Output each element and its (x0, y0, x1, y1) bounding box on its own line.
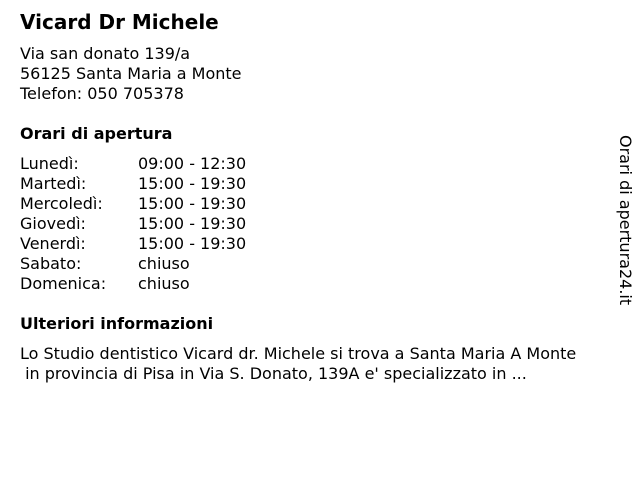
site-watermark: Orari di apertura24.it (616, 135, 635, 306)
city-address: 56125 Santa Maria a Monte (20, 64, 242, 83)
phone-number: Telefon: 050 705378 (20, 84, 184, 103)
day-label: Martedì: (20, 174, 87, 193)
hours-row-friday (20, 234, 246, 254)
hours-row-sunday (20, 274, 246, 294)
time-value: 15:00 - 19:30 (138, 194, 247, 213)
more-info-heading: Ulteriori informazioni (20, 314, 214, 333)
day-label: Venerdì: (20, 234, 86, 253)
business-address (20, 44, 242, 104)
day-label: Domenica: (20, 274, 107, 293)
hours-row-thursday (20, 214, 246, 234)
time-value: chiuso (138, 254, 190, 273)
time-value: 15:00 - 19:30 (138, 214, 247, 233)
business-name: Vicard Dr Michele (20, 10, 219, 34)
opening-hours-heading: Orari di apertura (20, 124, 173, 143)
business-description (20, 344, 630, 384)
time-value: chiuso (138, 274, 190, 293)
description-line: in provincia di Pisa in Via S. Donato, 139A e' specializzato in ... (20, 364, 527, 383)
time-value: 09:00 - 12:30 (138, 154, 247, 173)
time-value: 15:00 - 19:30 (138, 234, 247, 253)
hours-row-wednesday (20, 194, 246, 214)
day-label: Sabato: (20, 254, 82, 273)
day-label: Lunedì: (20, 154, 79, 173)
hours-row-tuesday (20, 174, 246, 194)
opening-hours-table (20, 154, 246, 294)
hours-row-saturday (20, 254, 246, 274)
description-line: Lo Studio dentistico Vicard dr. Michele si trova a Santa Maria A Monte (20, 344, 577, 363)
hours-row-monday (20, 154, 246, 174)
day-label: Giovedì: (20, 214, 86, 233)
street-address: Via san donato 139/a (20, 44, 191, 63)
day-label: Mercoledì: (20, 194, 103, 213)
time-value: 15:00 - 19:30 (138, 174, 247, 193)
